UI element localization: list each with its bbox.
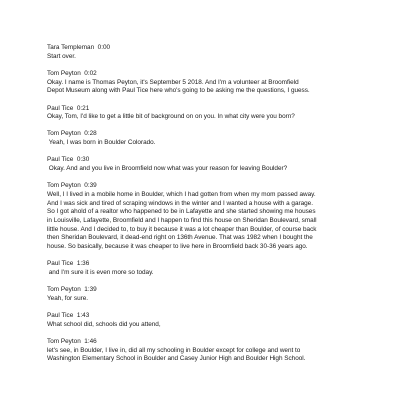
utterance-text: and I'm sure it is even more so today. — [47, 269, 154, 277]
utterance-text: Start over. — [47, 52, 76, 60]
transcript-entry — [47, 70, 360, 96]
speaker-timestamp: Tara Templeman 0:00 — [47, 44, 111, 51]
speaker-timestamp: Paul Tice 0:30 — [47, 156, 90, 164]
speaker-timestamp: Paul Tice 1:43 — [47, 312, 90, 320]
transcript-entry — [47, 130, 360, 147]
utterance-text: Okay. And and you live in Broomfield now what was your reason for leaving Boulder? — [47, 165, 288, 173]
transcript-entry — [47, 312, 360, 329]
speaker-timestamp: Paul Tice 0:21 — [47, 104, 90, 112]
utterance-text: Okay, Tom, I'd like to get a little bit of background on on you. In what city were you born? — [47, 113, 295, 121]
utterance-text: What school did, schools did you attend, — [47, 320, 161, 328]
speaker-timestamp: Tom Peyton 1:39 — [47, 286, 97, 294]
utterance-text: let's see, in Boulder, I live in, did all my schooling in Boulder except for college and went to Washington Elementary School in Boulder and Casey Junior High and Boulder High School. — [47, 346, 306, 363]
speaker-timestamp: Tom Peyton 0:02 — [47, 69, 97, 77]
transcript-entry — [47, 286, 360, 303]
transcript-entry — [47, 182, 360, 252]
transcript-entry — [47, 105, 360, 122]
transcript-entry — [47, 156, 360, 173]
utterance-text: Yeah, for sure. — [47, 294, 89, 302]
speaker-timestamp: Paul Tice 1:36 — [47, 260, 90, 268]
utterance-text: Okay. I name is Thomas Peyton, it's September 5 2018. And I'm a volunteer at Broomfield Depot Museum along with Paul Tice here who's going to be asking me the questions, I guess. — [47, 78, 310, 95]
transcript-entry — [47, 44, 360, 61]
transcript-entry — [47, 260, 360, 277]
speaker-timestamp: Tom Peyton 0:39 — [47, 182, 97, 190]
speaker-timestamp: Tom Peyton 1:46 — [47, 338, 97, 346]
speaker-timestamp: Tom Peyton 0:28 — [47, 130, 97, 138]
utterance-text: Yeah, I was born in Boulder Colorado. — [47, 139, 156, 147]
transcript-entry — [47, 338, 360, 364]
utterance-text: Well, I I lived in a mobile home in Boulder, which I had gotten from when my mom passed away. And I was sick and tired of scraping windows in the winter and I wanted a house with a garage. So I got ahold of a realtor who happened to be in Lafayette and she started showing me houses in Louisville, Lafayette, Broomfield and I happen to find this house on Sheridan Boulevard, small little house. And I decided to, to buy it because it was a lot cheaper than Boulder, of course back then Sheridan Boulevard, it dead-end right on 136th Avenue. That was 1982 when I bought the house. So basically, because it was cheaper to live here in Broomfield back 30-36 years ago. — [47, 190, 317, 251]
